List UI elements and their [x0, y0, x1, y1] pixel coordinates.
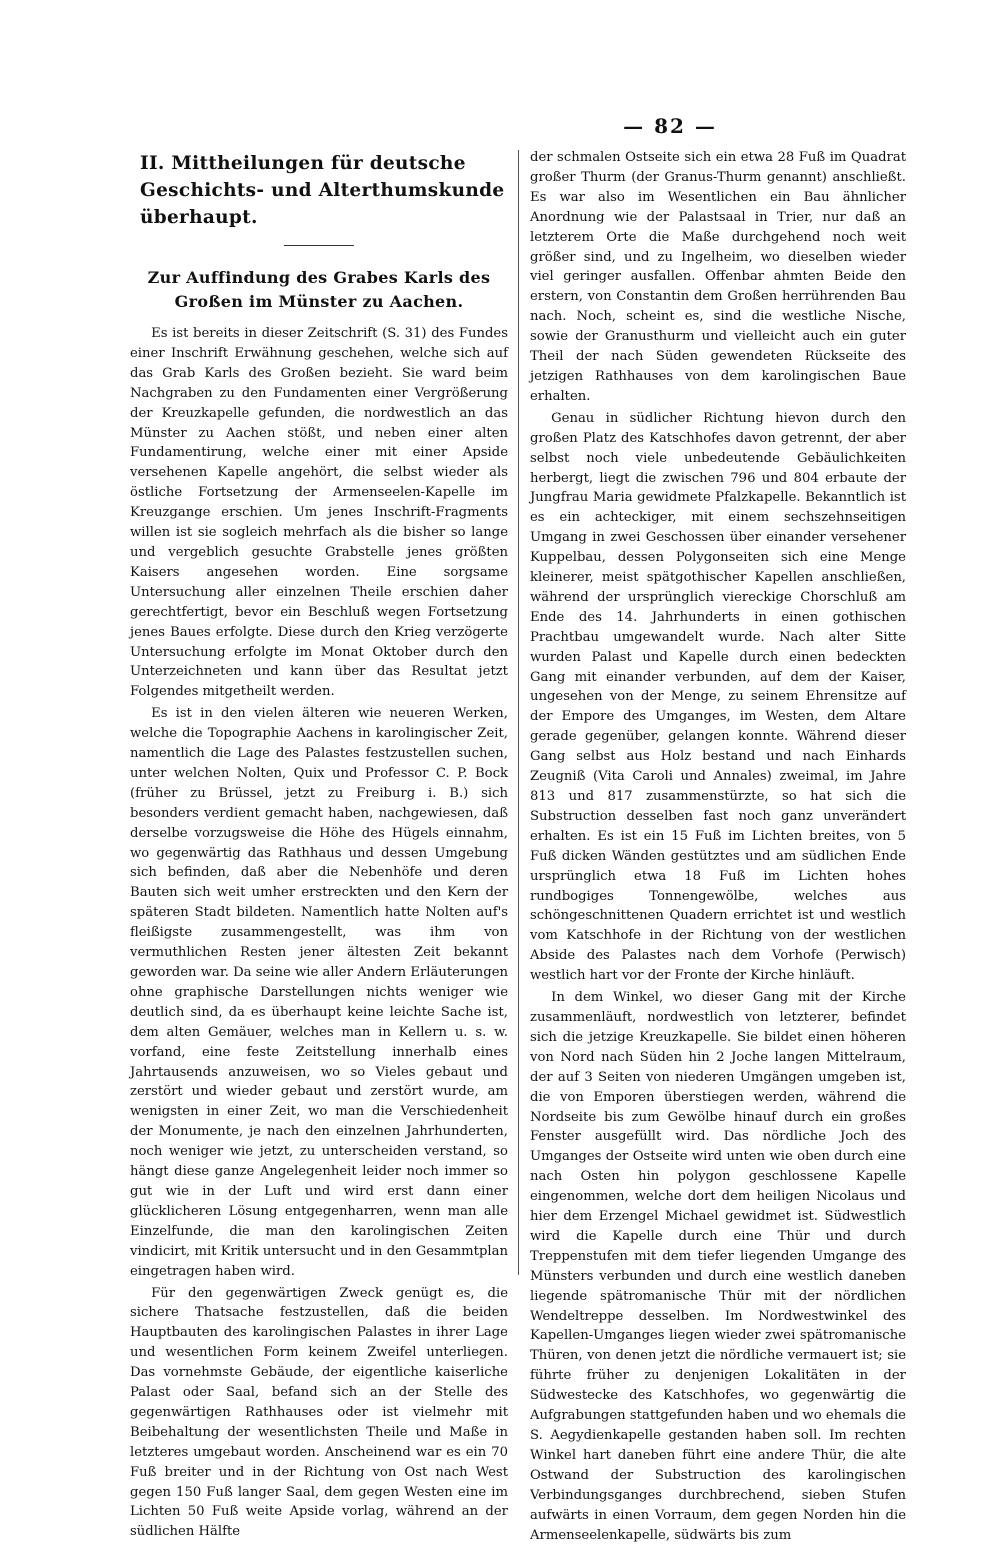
section-heading: II. Mittheilungen für deutsche Geschichts- und Alterthumskunde überhaupt. [140, 153, 505, 228]
heading-rule [284, 245, 354, 246]
paragraph: Für den gegenwärtigen Zweck genügt es, die sichere Thatsache festzustellen, daß die beiden Hauptbauten des karolingischen Palastes in ihrer Lage und wesentlichen Form keinem Zweifel unterliegen. Das vornehmste Gebäude, der eigentliche kaiserliche Palast oder Saal, befand sich an der Stelle des gegenwärtigen Rathhauses oder ist vielmehr mit Beibehaltung der wesentlichsten Theile und Maße in letzteres umgebaut worden. Anscheinend war es ein 70 Fuß breiter und in der Richtung von Ost nach West gegen 150 Fuß langer Saal, dem gegen Westen eine im Lichten 50 Fuß weite Apside vorlag, während an der südlichen Hälfte [130, 1285, 508, 1540]
article-title: Zur Auffindung des Grabes Karls des Großen im Münster zu Aachen. [147, 268, 491, 311]
paragraph: In dem Winkel, wo dieser Gang mit der Kirche zusammenläuft, nordwestlich von letzterer, befindet sich die jetzige Kreuzkapelle. Sie bildet einen höheren von Nord nach Süden hin 2 Joche langen Mittelraum, der auf 3 Seiten von niederen Umgängen umgeben ist, die von Emporen überstiegen werden, während die Nordseite bis zum Gewölbe hinauf durch ein großes Fenster ausgefüllt wird. Das nördliche Joch des Umganges der Ostseite wird unten wie oben durch eine nach Osten hin polygon geschlossene Kapelle eingenommen, welche dort dem heiligen Nicolaus und hier dem Erzengel Michael gewidmet ist. Südwestlich wird die Kapelle durch eine Thür und durch Treppenstufen mit dem tiefer liegenden Umgange des Münsters verbunden und durch eine westlich daneben liegende spätromanische Thür mit der nördlichen Wendeltreppe desselben. Im Nordwestwinkel des Kapellen-Umganges liegen wieder zwei spätromanische Thüren, von denen jetzt die nördliche vermauert ist; sie führte früher zu denjenigen Lokalitäten in der Südwestecke des Katschhofes, wo gegenwärtig die Aufgrabungen stattgefunden haben und wo ehemals die S. Aegydienkapelle gestanden haben soll. Im rechten Winkel hart daneben führt eine andere Thür, die alte Ostwand der Substruction des karolingischen Verbindungsganges durchbrechend, sieben Stufen aufwärts in einen Vorraum, dem gegen Norden hin die Armenseelenkapelle, südwärts bis zum [530, 990, 906, 1543]
paragraph: der schmalen Ostseite sich ein etwa 28 Fuß im Quadrat großer Thurm (der Granus-Thurm genannt) anschließt. Es war also im Wesentlichen ein Bau ähnlicher Anordnung wie der Palastsaal in Trier, nur daß an letzterem Orte die Maße durchgehend noch weit größer sind, und zu Ingelheim, wo dieselben wieder viel geringer ausfallen. Offenbar ahmten Beide den erstern, von Constantin dem Großen herrührenden Bau nach. Noch, scheint es, sind die westliche Nische, sowie der Granusthurm und vielleicht auch ein guter Theil der nach Süden gewendeten Rückseite des jetzigen Rathhauses von dem karolingischen Baue erhalten. [530, 150, 906, 404]
paragraph: Es ist in den vielen älteren wie neueren Werken, welche die Topographie Aachens in karolingischer Zeit, namentlich die Lage des Palastes festzustellen suchen, unter welchen Nolten, Quix und Professor C. P. Bock (früher zu Brüssel, jetzt zu Freiburg i. B.) sich besonders verdient gemacht haben, nachgewiesen, daß derselbe vorzugsweise die Höhe des Hügels einnahm, wo gegenwärtig das Rathhaus und dessen Umgebung sich befinden, daß aber die Nebenhöfe und deren Bauten sich weit umher erstreckten und den Kern der späteren Stadt bildeten. Namentlich hatte Nolten auf's fleißigste zusammengestellt, was ihm von vermuthlichen Resten jener ältesten Zeit bekannt geworden war. Da seine wie aller Andern Erläuterungen ohne graphische Darstellungen nichts weniger wie deutlich sind, da es überhaupt keine leichte Sache ist, dem alten Gemäuer, welches man in Kellern u. s. w. vorfand, eine feste Zeitstellung innerhalb eines Jahrtausends anzuweisen, wo so Vieles gebaut und zerstört und wieder gebaut und zerstört wurde, am wenigsten in einer Zeit, wo man die Verschiedenheit der Monumente, je nach den einzelnen Jahrhunderten, noch weniger wie jetzt, zu unterscheiden verstand, so hängt diese ganze Angelegenheit leider noch immer so gut wie in der Luft und wird erst dann einer glücklicheren Lösung entgegenharren, wenn man alle Einzelfunde, die man den karolingischen Zeiten vindicirt, mit Kritik untersucht und in den Gesammtplan eingetragen haben wird. [130, 706, 508, 1279]
paragraph: Genau in südlicher Richtung hievon durch den großen Platz des Katschhofes davon getrennt, der aber selbst noch viele unbedeutende Gebäulichkeiten herbergt, liegt die zwischen 796 und 804 erbaute der Jungfrau Maria gewidmete Pfalzkapelle. Bekanntlich ist es ein achteckiger, mit einem sechszehnseitigen Umgang in zwei Geschossen über einander versehener Kuppelbau, dessen Polygonseiten sich eine Menge kleinerer, meist spätgothischer Kapellen anschließen, während der ursprünglich viereckige Chorschluß am Ende des 14. Jahrhunderts in einen gothischen Prachtbau umgewandelt wurde. Nach alter Sitte wurden Palast und Kapelle durch einen bedeckten Gang mit einander verbunden, auf dem der Kaiser, ungesehen von der Menge, zu seinem Ehrensitze auf der Empore des Umganges, im Westen, dem Altare gerade gegenüber, gelangen konnte. Während dieser Gang selbst aus Holz bestand und nach Einhards Zeugniß (Vita Caroli und Annales) zweimal, im Jahre 813 und 817 zusammenstürzte, so hat sich die Substruction desselben fast noch ganz unverändert erhalten. Es ist ein 15 Fuß im Lichten breites, von 5 Fuß dicken Wänden gestütztes und am südlichen Ende ursprünglich etwa 18 Fuß im Lichten hohes rundbogiges Tonnengewölbe, welches aus schöngeschnittenen Quadern errichtet ist und westlich vom Katschhofe in der Richtung von der westlichen Abside des Palastes nach dem Vorhofe (Perwisch) westlich hart vor der Fronte der Kirche hinläuft. [530, 410, 906, 984]
column-rule [518, 150, 519, 1275]
paragraph: Es ist bereits in dieser Zeitschrift (S. 31) des Fundes einer Inschrift Erwähnung geschehen, welche sich auf das Grab Karls des Großen bezieht. Sie ward beim Nachgraben zu den Fundamenten einer Vergrößerung der Kreuzkapelle gefunden, die nordwestlich an das Münster zu Aachen stößt, und neben einer alten Fundamentirung, welche einer mit einer Apside versehenen Kapelle angehört, die selbst wieder als östliche Fortsetzung der Armenseelen-Kapelle im Kreuzgange erschien. Um jenes Inschrift-Fragments willen ist sie sogleich mehrfach als die bisher so lange und vergeblich gesuchte Grabstelle jenes größten Kaisers angesehen worden. Eine sorgsame Untersuchung aller einzelnen Theile erschien daher gerechtfertigt, bevor ein Beschluß wegen Fortsetzung jenes Baues erfolgte. Diese durch den Krieg verzögerte Untersuchung erfolgte im Monat Oktober durch den Unterzeichneten und kann über das Resultat jetzt Folgendes mitgetheilt werden. [130, 326, 508, 700]
page-number: — 82 — [623, 114, 717, 138]
left-column [130, 150, 508, 1542]
right-column [530, 148, 906, 1545]
